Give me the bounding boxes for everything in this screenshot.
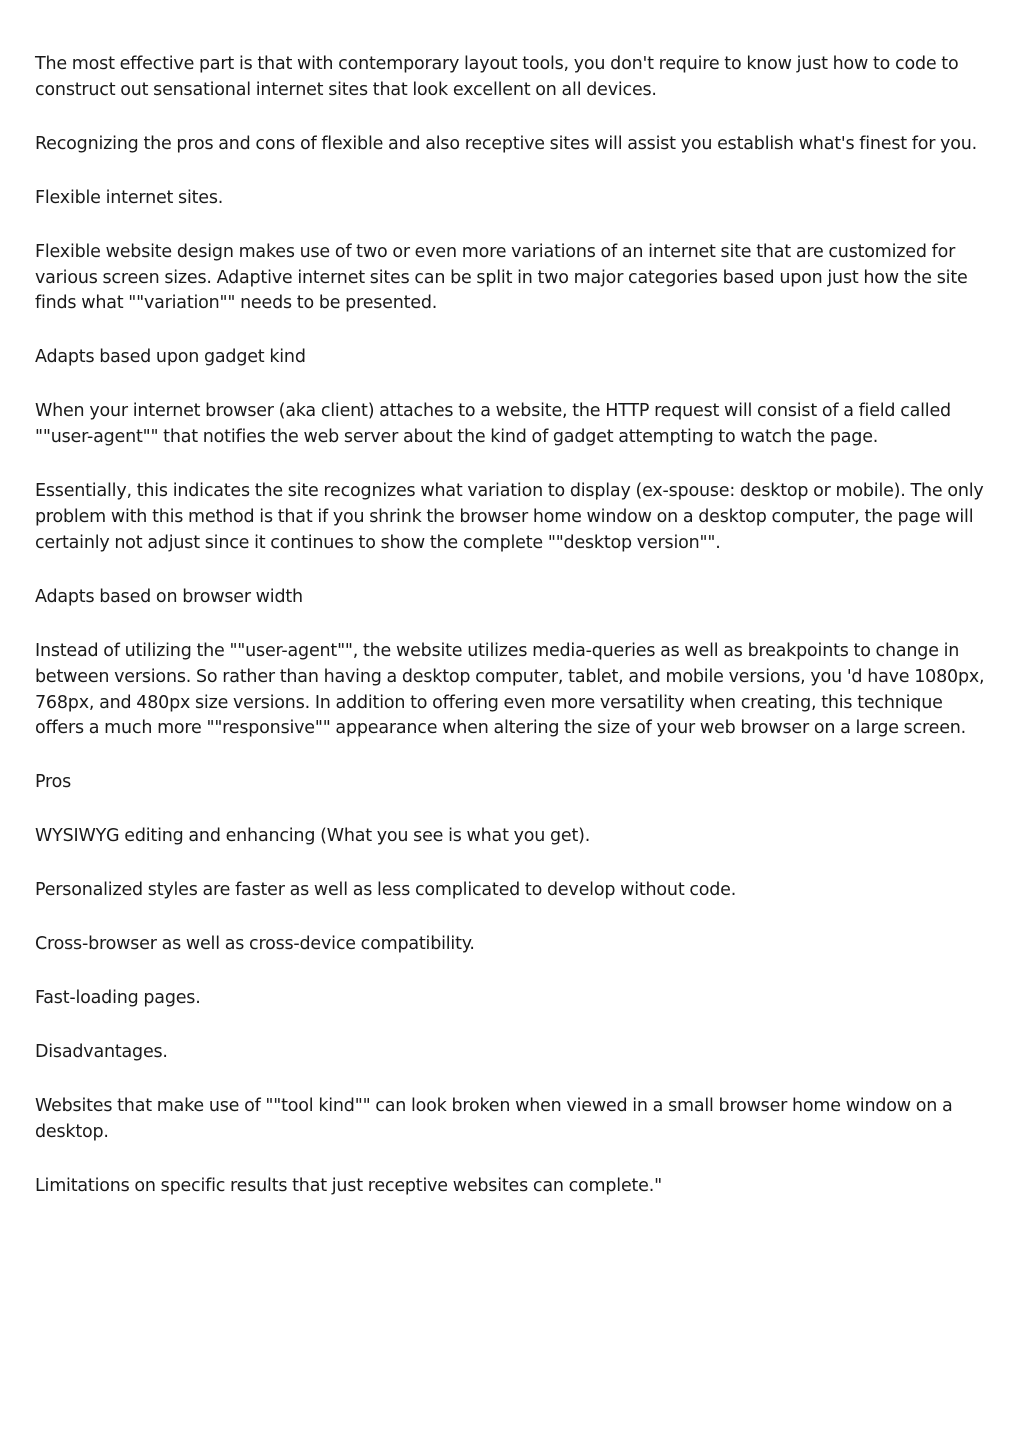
- heading-pros: Pros: [35, 772, 72, 793]
- heading-disadvantages: Disadvantages.: [35, 1041, 168, 1062]
- paragraph-user-agent: When your internet browser (aka client) attaches to a website, the HTTP request will consist of a field called ""user-agent"" that notifies the web server about the kind of gadget attempting to watch the page.: [35, 401, 951, 448]
- list-item-limitations: Limitations on specific results that just receptive websites can complete.": [35, 1175, 662, 1196]
- paragraph-intro: The most effective part is that with contemporary layout tools, you don't require to know just how to code to construct out sensational internet sites that look excellent on all devices.: [35, 54, 959, 100]
- heading-flexible-sites: Flexible internet sites.: [35, 187, 224, 208]
- heading-adapts-width: Adapts based on browser width: [35, 586, 303, 607]
- paragraph-pros-cons-overview: Recognizing the pros and cons of flexible and also receptive sites will assist you establish what's finest for you.: [35, 133, 978, 154]
- list-item-wysiwyg: WYSIWYG editing and enhancing (What you see is what you get).: [35, 826, 591, 847]
- paragraph-flexible-design: Flexible website design makes use of two or even more variations of an internet site that are customized for various screen sizes. Adaptive internet sites can be split in two major categories based upon just how the site finds what ""variation"" needs to be presented.: [35, 241, 968, 314]
- document-body: [35, 52, 995, 1227]
- list-item-fast-loading: Fast-loading pages.: [35, 987, 201, 1008]
- heading-adapts-gadget: Adapts based upon gadget kind: [35, 347, 306, 368]
- list-item-personalized-styles: Personalized styles are faster as well as less complicated to develop without code.: [35, 880, 737, 901]
- paragraph-desktop-version: Essentially, this indicates the site recognizes what variation to display (ex-spouse: desktop or mobile). The only problem with this method is that if you shrink the browser home window on a desktop computer, the page will certainly not adjust since it continues to show the complete ""desktop version"".: [35, 481, 984, 553]
- paragraph-media-queries: Instead of utilizing the ""user-agent"", the website utilizes media-queries as well as breakpoints to change in between versions. So rather than having a desktop computer, tablet, and mobile versions, you 'd have 1080px, 768px, and 480px size versions. In addition to offering even more versatility when creating, this technique offers a much more ""responsive"" appearance when altering the size of your web browser on a large screen.: [35, 640, 985, 739]
- list-item-tool-kind: Websites that make use of ""tool kind"" can look broken when viewed in a small browser home window on a desktop.: [35, 1095, 953, 1142]
- list-item-compatibility: Cross-browser as well as cross-device compatibility.: [35, 934, 475, 955]
